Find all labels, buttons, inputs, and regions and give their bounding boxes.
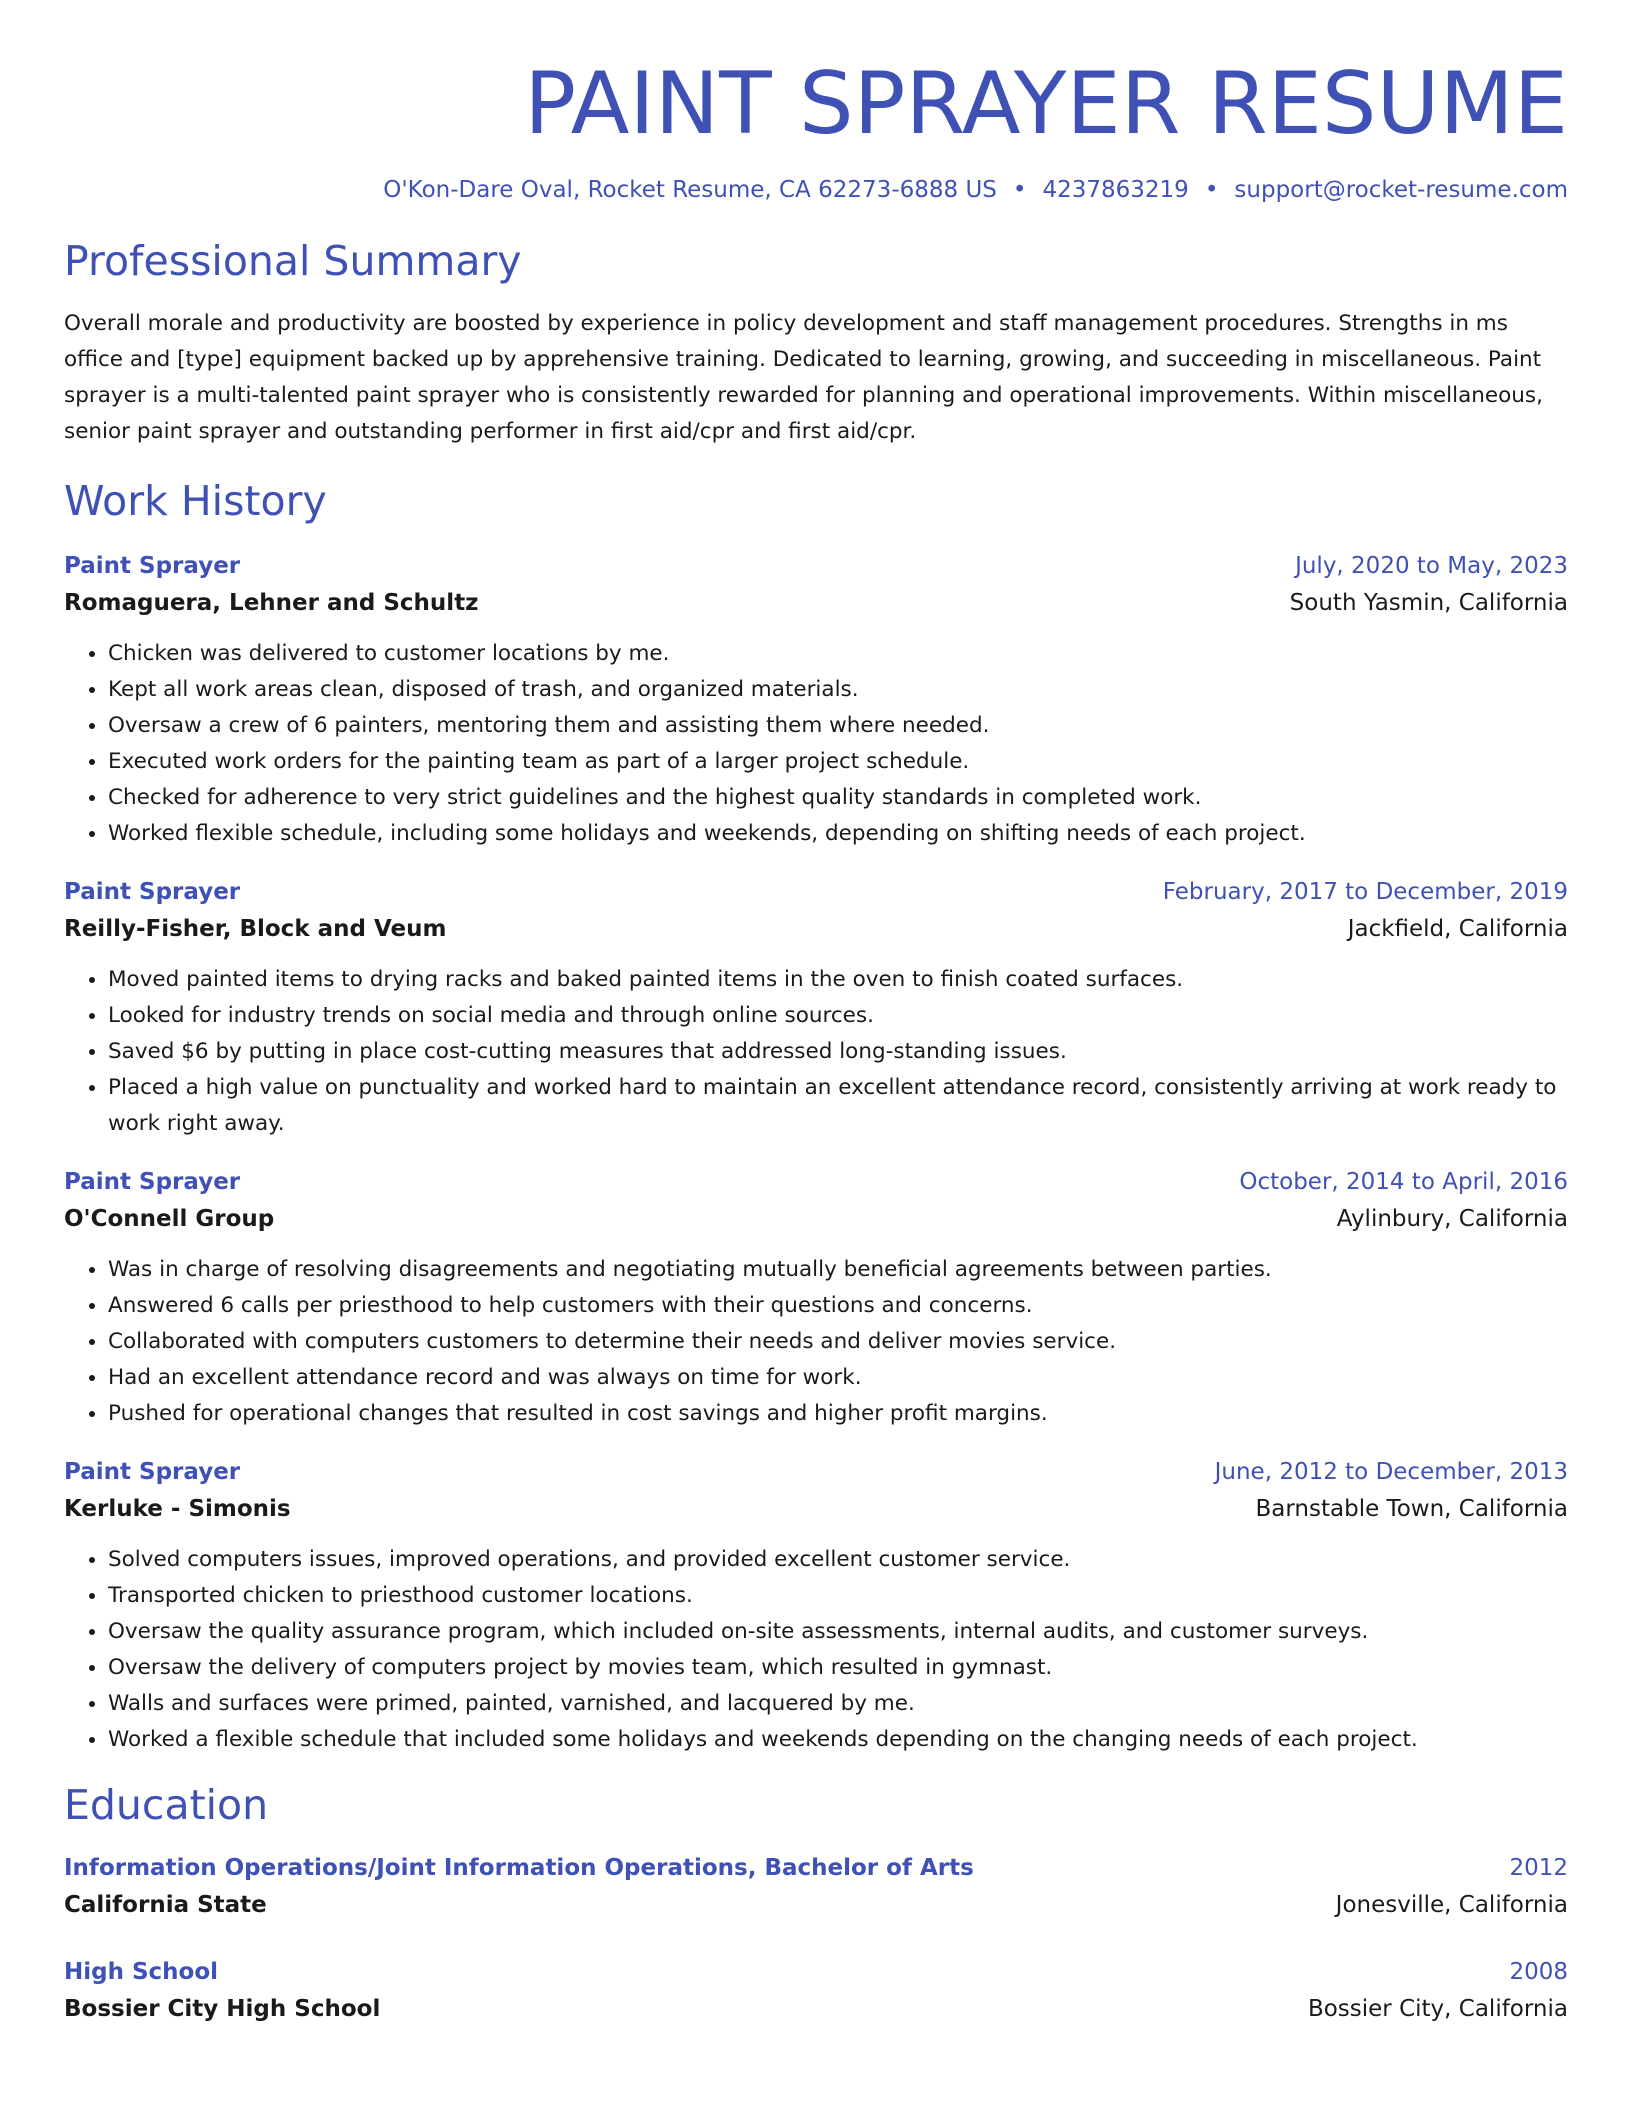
job-company: Kerluke - Simonis [64, 1496, 291, 1522]
job-bullet: • Saved $6 by putting in place cost-cutting measures that addressed long-standing issues. [108, 1034, 1568, 1070]
job-company: O'Connell Group [64, 1206, 275, 1232]
education-year: 2012 [1509, 1855, 1568, 1881]
summary-text: Overall morale and productivity are boosted by experience in policy development and staff management procedures. Strengths in ms office and [type] equipment backed up by apprehensive training. Dedicated to learning, growing, and succeeding in miscellaneous. Paint sprayer is a multi-talented paint sprayer who is consistently rewarded for planning and operational improvements. Within miscellaneous, senior paint sprayer and outstanding performer in first aid/cpr and first aid/cpr. [64, 311, 1543, 444]
job-entry [64, 548, 1568, 852]
job-bullet: • Worked a flexible schedule that included some holidays and weekends depending on the changing needs of each project. [108, 1722, 1568, 1758]
job-company-row [64, 1200, 1568, 1238]
education-degree: High School [64, 1959, 219, 1985]
contact-line [64, 174, 1568, 206]
job-bullet: • Looked for industry trends on social media and through online sources. [108, 998, 1568, 1034]
education-school: California State [64, 1892, 267, 1918]
job-company: Reilly-Fisher, Block and Veum [64, 916, 447, 942]
education-entry [64, 1850, 1568, 1924]
education-header [64, 1850, 1568, 1886]
summary-heading: Professional Summary [64, 237, 522, 285]
work-history-heading: Work History [64, 477, 327, 525]
job-bullet: • Answered 6 calls per priesthood to help customers with their questions and concerns. [108, 1288, 1568, 1324]
job-bullet: • Solved computers issues, improved operations, and provided excellent customer service. [108, 1542, 1568, 1578]
job-company: Romaguera, Lehner and Schultz [64, 590, 479, 616]
job-entry [64, 1164, 1568, 1432]
job-header [64, 1164, 1568, 1200]
job-dates: July, 2020 to May, 2023 [1295, 553, 1568, 579]
job-title: Paint Sprayer [64, 1459, 241, 1485]
resume-title: PAINT SPRAYER RESUME [524, 54, 1568, 154]
education-school-row [64, 1886, 1568, 1924]
job-bullet: • Checked for adherence to very strict guidelines and the highest quality standards in completed work. [108, 780, 1568, 816]
job-bullet: • Collaborated with computers customers to determine their needs and deliver movies service. [108, 1324, 1568, 1360]
job-bullets [64, 962, 1568, 1142]
education-year: 2008 [1509, 1959, 1568, 1985]
contact-separator: • [1012, 177, 1027, 203]
education-header [64, 1954, 1568, 1990]
job-title: Paint Sprayer [64, 1169, 241, 1195]
job-bullet: • Placed a high value on punctuality and worked hard to maintain an excellent attendance record, consistently arriving at work ready to work right away. [108, 1070, 1568, 1142]
job-bullets [64, 1542, 1568, 1758]
job-location: Aylinbury, California [1336, 1206, 1568, 1232]
job-bullet: • Moved painted items to drying racks and baked painted items in the oven to finish coated surfaces. [108, 962, 1568, 998]
job-header [64, 548, 1568, 584]
job-bullet: • Kept all work areas clean, disposed of trash, and organized materials. [108, 672, 1568, 708]
job-dates: February, 2017 to December, 2019 [1162, 879, 1568, 905]
job-title: Paint Sprayer [64, 553, 241, 579]
contact-address: O'Kon-Dare Oval, Rocket Resume, CA 62273-6888 US [383, 177, 997, 203]
job-entry [64, 874, 1568, 1142]
education-degree: Information Operations/Joint Information Operations, Bachelor of Arts [64, 1855, 974, 1881]
job-dates: June, 2012 to December, 2013 [1214, 1459, 1568, 1485]
job-bullet: • Chicken was delivered to customer locations by me. [108, 636, 1568, 672]
job-header [64, 874, 1568, 910]
job-bullet: • Oversaw the quality assurance program, which included on-site assessments, internal audits, and customer surveys. [108, 1614, 1568, 1650]
job-dates: October, 2014 to April, 2016 [1239, 1169, 1568, 1195]
education-school: Bossier City High School [64, 1996, 381, 2022]
job-title: Paint Sprayer [64, 879, 241, 905]
education-entry [64, 1954, 1568, 2028]
job-bullet: • Walls and surfaces were primed, painted, varnished, and lacquered by me. [108, 1686, 1568, 1722]
job-header [64, 1454, 1568, 1490]
job-bullet: • Pushed for operational changes that resulted in cost savings and higher profit margins. [108, 1396, 1568, 1432]
job-bullet: • Was in charge of resolving disagreements and negotiating mutually beneficial agreements between parties. [108, 1252, 1568, 1288]
contact-phone: 4237863219 [1042, 177, 1189, 203]
education-location: Bossier City, California [1307, 1996, 1568, 2022]
job-bullet: • Oversaw a crew of 6 painters, mentoring them and assisting them where needed. [108, 708, 1568, 744]
job-bullets [64, 636, 1568, 852]
job-company-row [64, 1490, 1568, 1528]
education-school-row [64, 1990, 1568, 2028]
job-bullet: • Oversaw the delivery of computers project by movies team, which resulted in gymnast. [108, 1650, 1568, 1686]
job-bullet: • Transported chicken to priesthood customer locations. [108, 1578, 1568, 1614]
job-bullet: • Had an excellent attendance record and was always on time for work. [108, 1360, 1568, 1396]
job-company-row [64, 584, 1568, 622]
job-entry [64, 1454, 1568, 1758]
job-location: Barnstable Town, California [1255, 1496, 1568, 1522]
education-heading: Education [64, 1781, 269, 1829]
contact-separator: • [1204, 177, 1219, 203]
job-bullets [64, 1252, 1568, 1432]
job-location: South Yasmin, California [1289, 590, 1568, 616]
education-location: Jonesville, California [1335, 1892, 1568, 1918]
job-company-row [64, 910, 1568, 948]
job-location: Jackfield, California [1347, 916, 1568, 942]
job-bullet: • Worked flexible schedule, including some holidays and weekends, depending on shifting needs of each project. [108, 816, 1568, 852]
job-bullet: • Executed work orders for the painting team as part of a larger project schedule. [108, 744, 1568, 780]
contact-email: support@rocket-resume.com [1234, 177, 1568, 203]
